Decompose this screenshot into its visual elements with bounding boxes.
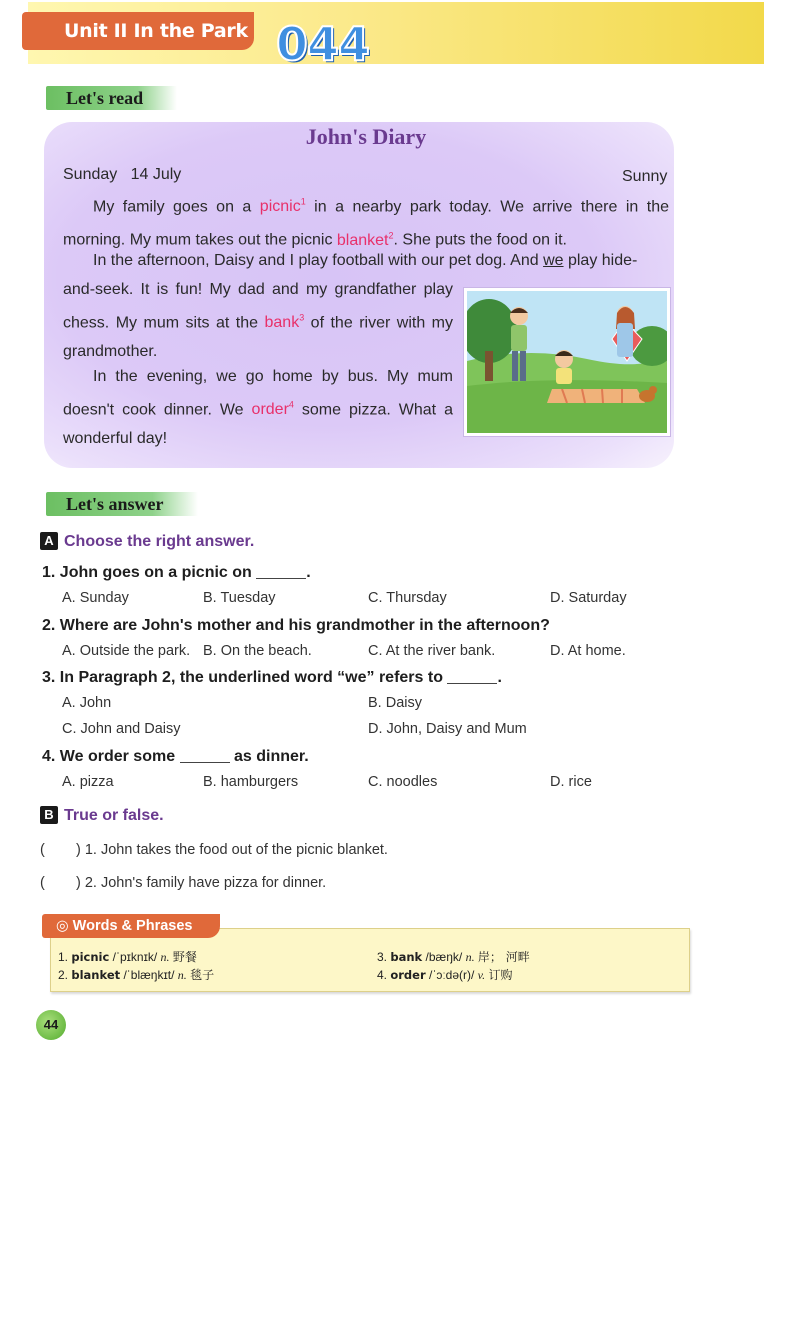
q2-option-c[interactable]: C. At the river bank. xyxy=(368,643,496,659)
paragraph-1: My family goes on a picnic$^1$ in a nearby park today. We arrive there in the morning. My mum takes out the picnic blanket$^2$. She puts the food on it. xyxy=(63,197,669,249)
question-2: 2. Where are John's mother and his grandmother in the afternoon? xyxy=(42,617,550,634)
section-b-letter: B xyxy=(40,806,58,824)
underlined-we: we xyxy=(543,252,564,269)
vocab-item-picnic: 1. picnic /ˈpɪknɪk/ n. 野餐 xyxy=(58,950,197,964)
lets-read-tag: Let's read xyxy=(46,86,177,110)
q3-option-c[interactable]: C. John and Daisy xyxy=(62,721,181,737)
q3-option-b[interactable]: B. Daisy xyxy=(368,695,422,711)
q4-option-a[interactable]: A. pizza xyxy=(62,774,114,790)
vocab-item-bank: 3. bank /bæŋk/ n. 岸； 河畔 xyxy=(377,950,530,964)
q1-option-d[interactable]: D. Saturday xyxy=(550,590,627,606)
q1-option-b[interactable]: B. Tuesday xyxy=(203,590,276,606)
answer-blank[interactable] xyxy=(256,564,306,579)
diary-weather: Sunny xyxy=(622,168,668,185)
question-1: 1. John goes on a picnic on . xyxy=(42,564,311,581)
keyword-order: order$^4$ xyxy=(251,400,294,419)
unit-title: Unit II In the Park xyxy=(22,12,254,50)
q1-option-c[interactable]: C. Thursday xyxy=(368,590,447,606)
q1-option-a[interactable]: A. Sunday xyxy=(62,590,129,606)
q4-option-c[interactable]: C. noodles xyxy=(368,774,438,790)
paragraph-3: In the evening, we go home by bus. My mum doesn't cook dinner. We order$^4$ some pizza. What a wonderful day! xyxy=(63,368,453,448)
true-false-item-2[interactable]: ( ) 2. John's family have pizza for dinner. xyxy=(40,875,327,891)
question-3: 3. In Paragraph 2, the underlined word “we” refers to . xyxy=(42,669,502,686)
q3-option-d[interactable]: D. John, Daisy and Mum xyxy=(368,721,527,737)
section-a-letter: A xyxy=(40,532,58,550)
vocab-item-order: 4. order /ˈɔːdə(r)/ v. 订购 xyxy=(377,968,513,982)
true-false-item-1[interactable]: ( ) 1. John takes the food out of the picnic blanket. xyxy=(40,842,388,858)
picnic-illustration xyxy=(464,288,670,436)
page-number: 44 xyxy=(36,1010,66,1040)
section-b-heading: B True or false. xyxy=(40,806,164,825)
paragraph-2-rest: and-seek. It is fun! My dad and my grandfather play chess. My mum sits at the bank$^3$ of the river with my grandmother. xyxy=(63,281,454,361)
keyword-blanket: blanket$^2$ xyxy=(336,230,394,249)
answer-blank[interactable] xyxy=(447,669,497,684)
page-badge: 044 xyxy=(276,17,370,71)
diary-date: Sunday 14 July xyxy=(63,166,182,183)
question-4: 4. We order some as dinner. xyxy=(42,748,309,765)
keyword-bank: bank$^3$ xyxy=(264,313,305,332)
q2-option-b[interactable]: B. On the beach. xyxy=(203,643,312,659)
keyword-picnic: picnic$^1$ xyxy=(259,197,306,216)
q2-option-d[interactable]: D. At home. xyxy=(550,643,626,659)
section-a-heading: A Choose the right answer. xyxy=(40,532,254,551)
park-picnic-picture xyxy=(467,291,667,433)
diary-title: John's Diary xyxy=(305,124,427,149)
q2-option-a[interactable]: A. Outside the park. xyxy=(62,643,191,659)
words-phrases-title: ◎ Words & Phrases xyxy=(42,914,220,938)
q3-option-a[interactable]: A. John xyxy=(62,695,112,711)
answer-blank[interactable] xyxy=(180,748,230,763)
vocab-item-blanket: 2. blanket /ˈblæŋkɪt/ n. 毯子 xyxy=(58,968,215,982)
q4-option-b[interactable]: B. hamburgers xyxy=(203,774,299,790)
lets-answer-tag: Let's answer xyxy=(46,492,198,516)
paragraph-2-line-1: In the afternoon, Daisy and I play football with our pet dog. And we play hide- xyxy=(93,252,638,269)
q4-option-d[interactable]: D. rice xyxy=(550,774,592,790)
